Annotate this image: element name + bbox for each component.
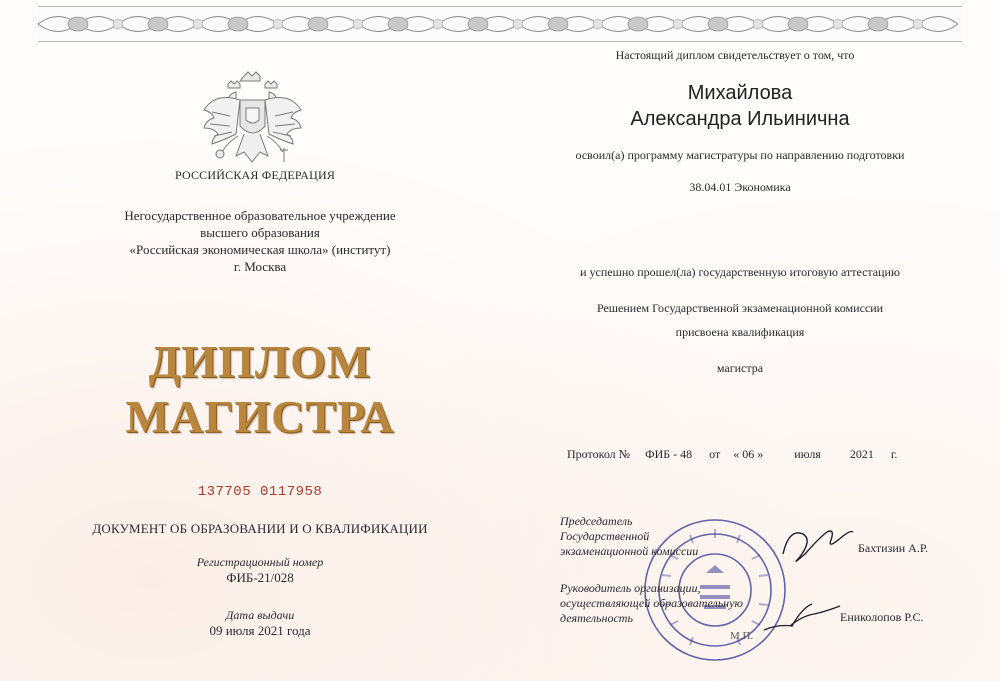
diploma-title: ДИПЛОМ (148, 336, 372, 387)
protocol-from: от (709, 447, 721, 461)
protocol-year-suffix: г. (890, 447, 898, 461)
chair-label-line: Председатель (560, 514, 633, 528)
issue-date-label: Дата выдачи (225, 608, 295, 622)
protocol-number: ФИБ - 48 (645, 447, 693, 461)
chair-signature (775, 518, 855, 568)
serial-number: 137705 0117958 (197, 484, 323, 500)
protocol-year: 2021 (849, 447, 874, 461)
protocol-line (567, 447, 927, 462)
head-label-line: деятельность (560, 611, 633, 625)
certification-intro: Настоящий диплом свидетельствует о том, что (615, 48, 855, 62)
protocol-month: июля (794, 447, 821, 461)
institution-line: высшего образования (200, 225, 320, 240)
institution-line: Негосударственное образовательное учреждение (124, 208, 396, 223)
institution-city: г. Москва (233, 259, 287, 274)
chair-name: Бахтизин А.Р. (858, 541, 929, 555)
chair-label-line: экзаменационной комиссии (560, 544, 699, 558)
russian-coat-of-arms-icon (200, 70, 305, 170)
qualification-assigned: присвоена квалификация (675, 325, 805, 339)
head-label-line: осуществляющей образовательную (560, 596, 743, 610)
country-name: РОССИЙСКАЯ ФЕДЕРАЦИЯ (174, 168, 336, 182)
program-intro: освоил(а) программу магистратуры по направлению подготовки (575, 148, 905, 162)
protocol-label: Протокол № (567, 447, 631, 461)
program-name: 38.04.01 Экономика (689, 180, 791, 194)
diploma-degree-title: МАГИСТРА (125, 391, 395, 442)
commission-decision: Решением Государственной экзаменационной комиссии (596, 301, 884, 315)
issue-date: 09 июля 2021 года (209, 623, 311, 638)
head-label (560, 581, 760, 626)
head-name: Ениколопов Р.С. (840, 610, 924, 624)
institution-block (90, 207, 430, 275)
chair-label-line: Государственной (560, 529, 650, 543)
institution-line: «Российская экономическая школа» (институт) (129, 242, 391, 257)
stamp-place-mark: М.П. (730, 630, 754, 642)
registration-number: ФИБ-21/028 (226, 570, 294, 585)
head-signature (760, 596, 845, 641)
head-label-line: Руководитель организации, (560, 581, 701, 595)
qualification-value: магистра (716, 361, 764, 375)
protocol-day: « 06 » (733, 447, 764, 461)
graduate-surname: Михайлова (687, 82, 793, 104)
registration-label: Регистрационный номер (196, 555, 324, 569)
attestation-text: и успешно прошел(ла) государственную итоговую аттестацию (580, 265, 900, 279)
document-type: ДОКУМЕНТ ОБ ОБРАЗОВАНИИ И О КВАЛИФИКАЦИИ (92, 521, 428, 536)
graduate-given-names: Александра Ильинична (630, 108, 850, 130)
chair-label (560, 514, 760, 559)
decorative-border (38, 6, 962, 42)
